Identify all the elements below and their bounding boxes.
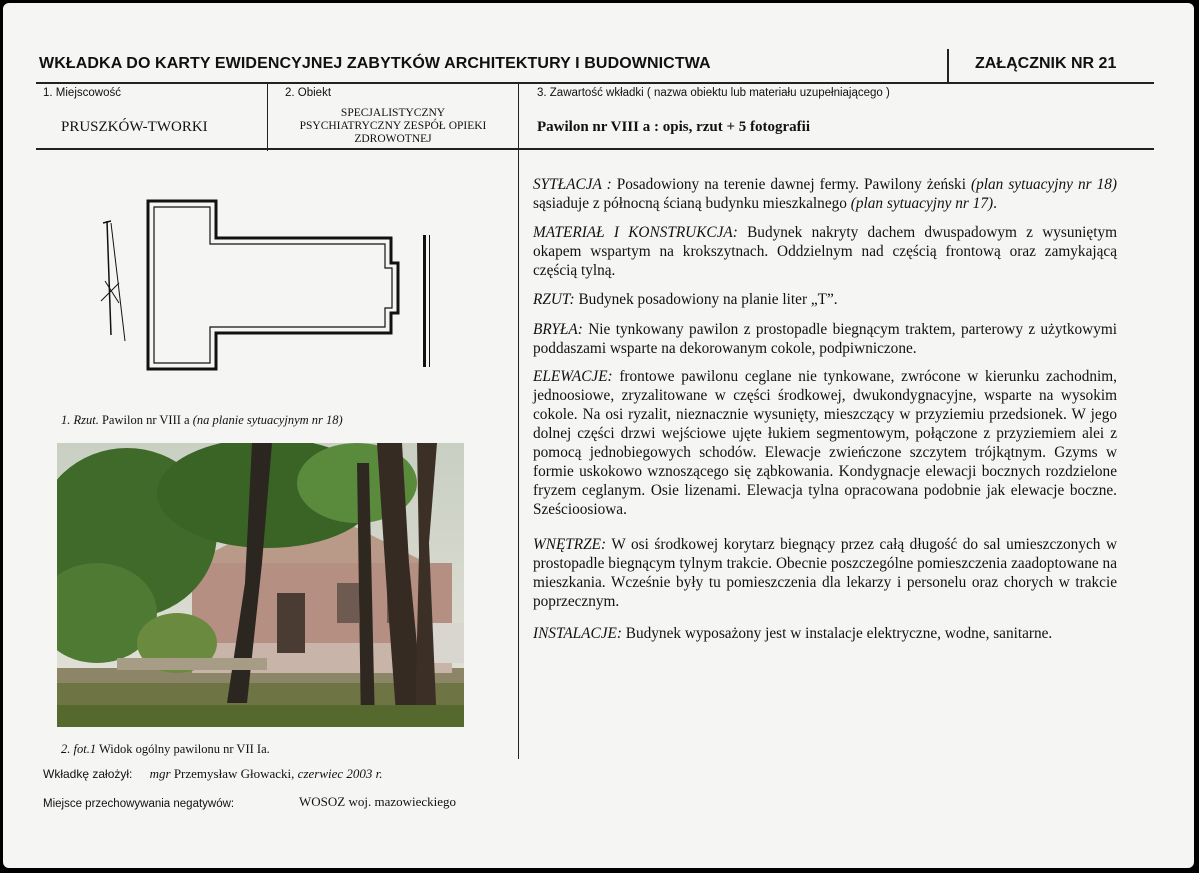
- section-installations-heading: INSTALACJE:: [533, 625, 622, 642]
- section-situation-ref1: (plan sytuacyjny nr 18): [971, 176, 1117, 193]
- building-photo: [57, 443, 464, 727]
- section-plan: [533, 290, 1117, 309]
- storage-line: [43, 794, 457, 812]
- section-elevations-heading: ELEWACJE:: [533, 368, 613, 385]
- section-situation-text-c: sąsiaduje z północną ścianą budynku mieszkalnego: [533, 195, 851, 212]
- figure1-text: Pawilon nr VIII a: [98, 413, 193, 427]
- section-situation-ref2: (plan sytuacyjny nr 17): [850, 195, 994, 212]
- figure1-ref: (na planie sytuacyjnym nr 18): [192, 413, 343, 427]
- content-value: Pawilon nr VIII a : opis, rzut + 5 fotografii: [537, 119, 810, 135]
- figure1-number: 1. Rzut.: [61, 413, 99, 427]
- object-value-line3: ZDROWOTNEJ: [354, 133, 432, 145]
- locality-value: PRUSZKÓW-TWORKI: [61, 119, 208, 135]
- section-installations: [533, 624, 1117, 643]
- attachment-number: ZAŁĄCZNIK NR 21: [975, 55, 1117, 72]
- section-material: [533, 223, 1117, 280]
- section-elevations: [533, 367, 1117, 519]
- section-mass-heading: BRYŁA:: [533, 321, 583, 338]
- section-situation-text-e: .: [993, 195, 997, 212]
- author-name: Przemysław Głowacki,: [170, 766, 298, 781]
- section-material-heading: MATERIAŁ I KONSTRUKCJA:: [533, 224, 738, 241]
- figure2-number: 2. fot.1: [61, 742, 97, 756]
- section-plan-text: Budynek posadowiony na planie liter „T”.: [574, 291, 838, 308]
- record-sheet: [3, 3, 1194, 868]
- locality-label: 1. Miejscowość: [43, 87, 121, 99]
- content-label: 3. Zawartość wkładki ( nazwa obiektu lub materiału uzupełniającego ): [537, 87, 890, 99]
- section-mass: [533, 320, 1117, 358]
- section-interior-heading: WNĘTRZE:: [533, 536, 607, 553]
- section-interior: [533, 535, 1117, 611]
- object-value-line2: PSYCHIATRYCZNY ZESPÓŁ OPIEKI: [299, 120, 487, 132]
- section-interior-text: W osi środkowej korytarz biegnący przez całą długość do sal umieszczonych w prostopadle biegnącym tylnym trakcie. Obecnie poszczególne pomieszczenia zaadoptowane na mieszkania. Wcześnie były tu pomieszczenia dla lekarzy i personelu oraz chorych w trakcie poprzecznym.: [533, 536, 1117, 610]
- column-divider: [518, 83, 519, 759]
- header-rule: [36, 82, 1154, 84]
- author-date: czerwiec 2003 r.: [297, 766, 383, 781]
- author-line: [43, 766, 383, 782]
- storage-label: Miejsce przechowywania negatywów:: [43, 798, 235, 810]
- section-situation-heading: SYTŁACJA :: [533, 176, 612, 193]
- section-material-text: Budynek nakryty dachem dwuspadowym z wysuniętym okapem wspartym na krokszytnach. Oddzielnym nad częścią frontową oraz zamykającą częścią tylną.: [533, 224, 1117, 279]
- object-value: [271, 107, 515, 149]
- section-installations-text: Budynek wyposażony jest w instalacje elektryczne, wodne, sanitarne.: [621, 625, 1053, 642]
- section-elevations-text: frontowe pawilonu ceglane nie tynkowane, zwrócone w kierunku zachodnim, jednoosiowe, zryzalitowane w części środkowej, dwukondygnacyjne, wsparte na wysokim cokole. Na osi ryzalit, nieznacznie wysunięty, mieszczący w przyziemiu przedsionek. W jego dolnej części drzwi wejściowe ujęte łukiem segmentowym, połączone z przyziemiem alei z pomocą jednobiegowych schodów. Elewacje zwieńczone szczytem trójkątnym. Gzyms w formie uskokowo wznoszącego się ząbkowania. Kondygnacje elewacji bocznych rozdzielone fryzem ceglanym. Osie lizenami. Elewacja tylna opracowana podobnie jak elewacje boczne. Sześcioosiowa.: [533, 368, 1117, 518]
- sheet-title: WKŁADKA DO KARTY EWIDENCYJNEJ ZABYTKÓW ARCHITEKTURY I BUDOWNICTWA: [39, 55, 711, 72]
- section-situation: [533, 175, 1117, 213]
- storage-value: WOSOZ woj. mazowieckiego: [299, 794, 457, 809]
- header-divider: [947, 49, 949, 83]
- author-prefix: mgr: [149, 766, 171, 781]
- section-situation-text-a: Posadowiony na terenie dawnej fermy. Pawilony żeński: [611, 176, 971, 193]
- author-label: Wkładkę założył:: [43, 767, 133, 781]
- object-label: 2. Obiekt: [285, 87, 332, 99]
- fields-rule: [36, 148, 1154, 150]
- field-divider-1: [267, 83, 268, 151]
- object-value-line1: SPECJALISTYCZNY: [340, 107, 446, 119]
- section-plan-heading: RZUT:: [533, 291, 575, 308]
- floor-plan-drawing: [93, 193, 443, 383]
- figure2-text: Widok ogólny pawilonu nr VII Ia.: [96, 742, 270, 756]
- figure1-caption: [61, 413, 343, 428]
- section-mass-text: Nie tynkowany pawilon z prostopadle biegnącym traktem, parterowy z użytkowymi poddaszami wsparte na dekorowanym cokole, podpiwniczone.: [533, 321, 1117, 357]
- figure2-caption: [61, 742, 270, 757]
